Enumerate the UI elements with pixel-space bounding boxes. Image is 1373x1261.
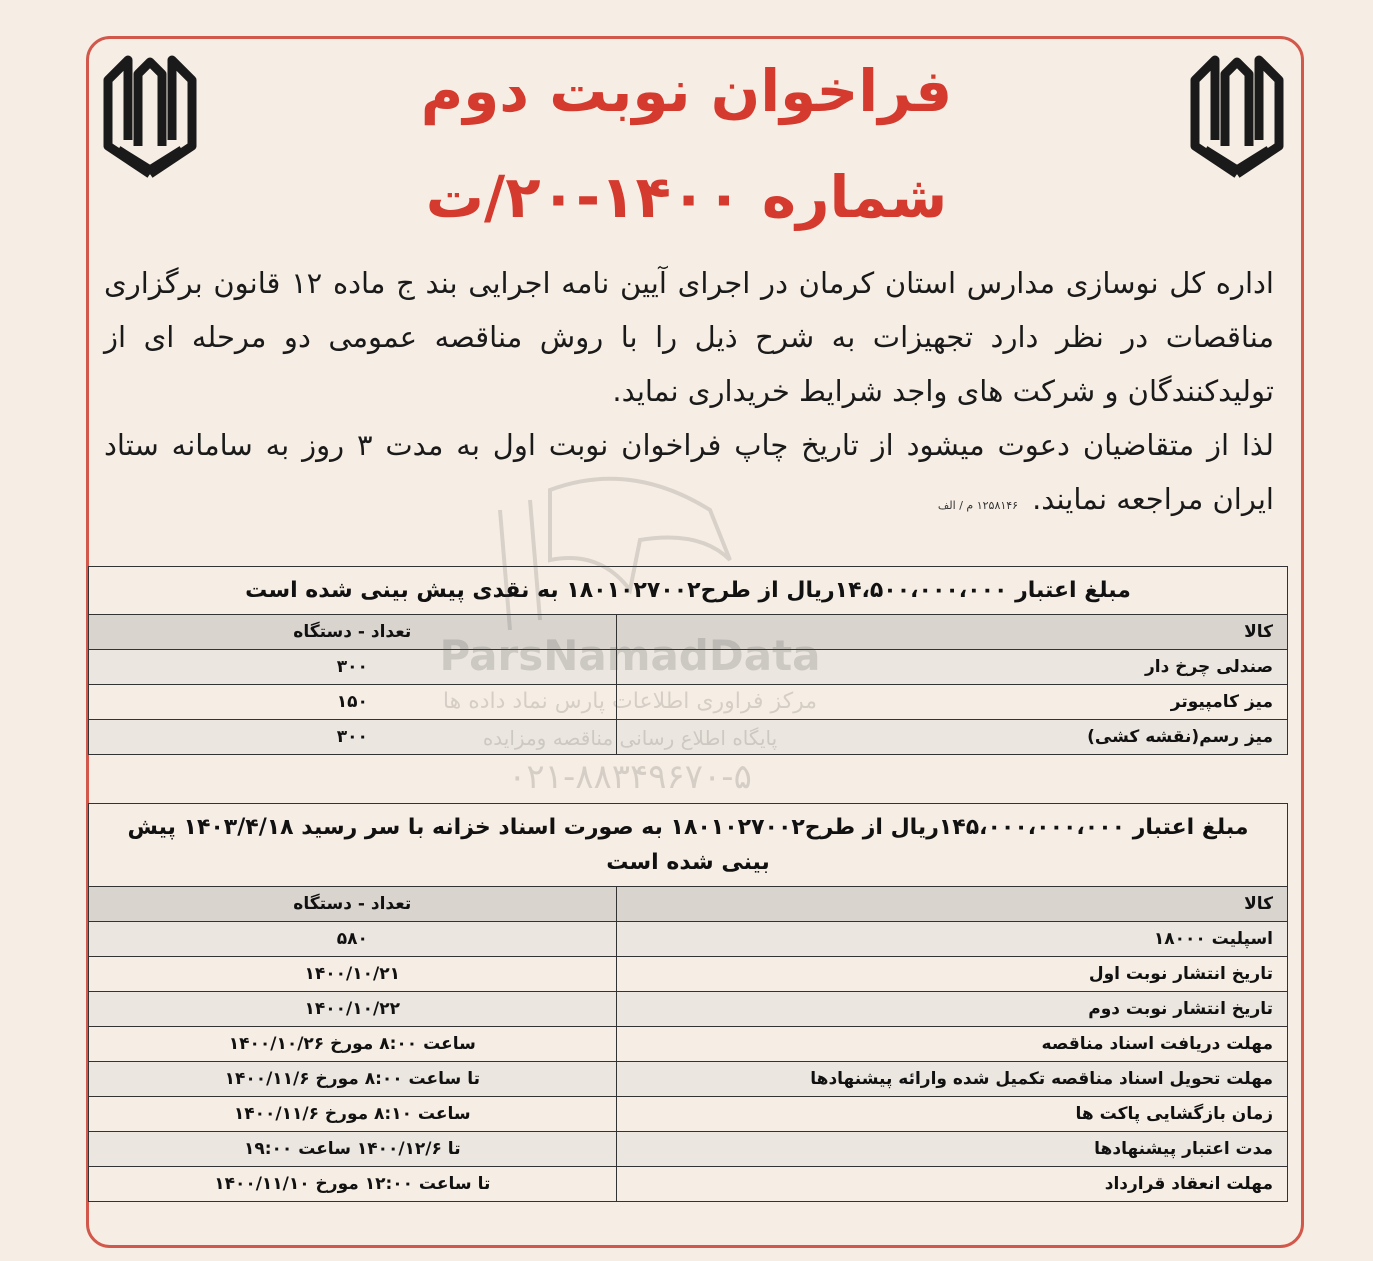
intro-paragraph: اداره کل نوسازی مدارس استان کرمان در اجرای آیین نامه اجرایی بند ج ماده ۱۲ قانون برگزاری مناقصات در نظر دارد تجهیزات به شرح ذیل را با روش مناقصه عمومی دو مرحله ای از تولیدکنندگان و شرکت های واجد شرایط خریداری نماید. [104,266,1274,408]
column-header-item: کالا [616,887,1287,922]
table-row [89,1167,1288,1202]
qty-cell: ۳۰۰ [89,720,617,755]
item-cell: تاریخ انتشار نوبت اول [616,957,1287,992]
item-cell: مهلت تحویل اسناد مناقصه تکمیل شده وارائه پیشنهادها [616,1062,1287,1097]
notice-body [104,256,1274,533]
table-row [89,1062,1288,1097]
table-caption: مبلغ اعتبار ۱۴۵،۰۰۰،۰۰۰،۰۰۰ریال از طرح۱۸۰۱۰۲۷۰۰۲ به صورت اسناد خزانه با سر رسید ۱۴۰۳/۴/۱۸ پیش بینی شده است [89,804,1288,887]
watermark-phone: ۰۲۱-۸۸۳۴۹۶۷۰-۵ [508,757,752,797]
item-cell: مهلت انعقاد قرارداد [616,1167,1287,1202]
column-header-qty: تعداد - دستگاه [89,615,617,650]
item-cell: میز کامپیوتر [616,685,1287,720]
table-row [89,992,1288,1027]
column-header-qty: تعداد - دستگاه [89,887,617,922]
invite-text: لذا از متقاضیان دعوت میشود از تاریخ چاپ فراخوان نوبت اول به مدت ۳ روز به سامانه ستاد ایران مراجعه نمایند. [104,428,1274,516]
table-row [89,720,1288,755]
qty-cell: تا ساعت ۸:۰۰ مورخ ۱۴۰۰/۱۱/۶ [89,1062,617,1097]
notice-title: فراخوان نوبت دوم [420,57,953,125]
column-header-item: کالا [616,615,1287,650]
table-row [89,957,1288,992]
items-table-cash [88,566,1288,755]
qty-cell: ۱۵۰ [89,685,617,720]
qty-cell: ساعت ۸:۱۰ مورخ ۱۴۰۰/۱۱/۶ [89,1097,617,1132]
qty-cell: تا ساعت ۱۲:۰۰ مورخ ۱۴۰۰/۱۱/۱۰ [89,1167,617,1202]
items-table-treasury [88,803,1288,1202]
item-cell: صندلی چرخ دار [616,650,1287,685]
item-cell: اسپلیت ۱۸۰۰۰ [616,922,1287,957]
item-cell: میز رسم(نقشه کشی) [616,720,1287,755]
qty-cell: ۵۸۰ [89,922,617,957]
watermark-line1: مرکز فراوری اطلاعات پارس نماد داده ها [442,689,818,714]
item-cell: زمان بازگشایی پاکت ها [616,1097,1287,1132]
table-caption: مبلغ اعتبار ۱۴،۵۰۰،۰۰۰،۰۰۰ریال از طرح۱۸۰۱۰۲۷۰۰۲ به نقدی پیش بینی شده است [89,567,1288,615]
table-row [89,922,1288,957]
qty-cell: ۱۴۰۰/۱۰/۲۱ [89,957,617,992]
table-row [89,1132,1288,1167]
invite-paragraph [104,418,1274,533]
table-row [89,650,1288,685]
notice-number: شماره ۱۴۰۰-۲۰/ت [425,163,948,231]
reference-code: ۱۲۵۸۱۴۶ م / الف [937,499,1019,512]
item-cell: مدت اعتبار پیشنهادها [616,1132,1287,1167]
item-cell: تاریخ انتشار نوبت دوم [616,992,1287,1027]
qty-cell: ۳۰۰ [89,650,617,685]
table-row [89,1027,1288,1062]
qty-cell: ۱۴۰۰/۱۰/۲۲ [89,992,617,1027]
qty-cell: تا ۱۴۰۰/۱۲/۶ ساعت ۱۹:۰۰ [89,1132,617,1167]
table-row [89,1097,1288,1132]
item-cell: مهلت دریافت اسناد مناقصه [616,1027,1287,1062]
qty-cell: ساعت ۸:۰۰ مورخ ۱۴۰۰/۱۰/۲۶ [89,1027,617,1062]
table-row [89,685,1288,720]
